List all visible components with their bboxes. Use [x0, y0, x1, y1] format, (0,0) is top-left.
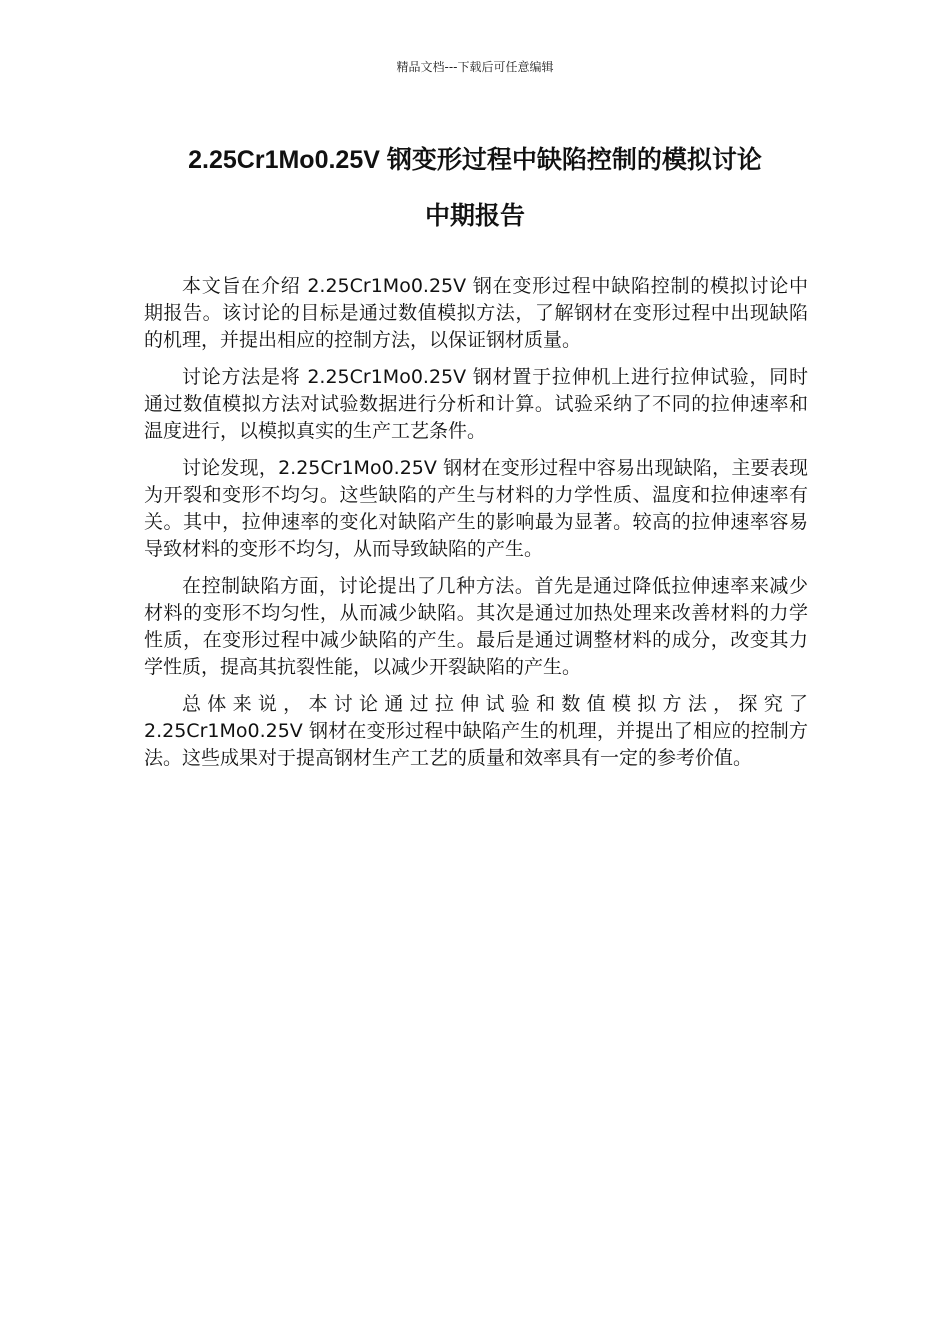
- document-title-line-2: 中期报告: [424, 202, 525, 230]
- document-title-line-1: 2.25Cr1Mo0.25V 钢变形过程中缺陷控制的模拟讨论: [188, 146, 762, 174]
- header-note: 精品文档---下载后可任意编辑: [396, 60, 554, 74]
- paragraph-introduction: 本文旨在介绍 2.25Cr1Mo0.25V 钢在变形过程中缺陷控制的模拟讨论中期报告。该讨论的目标是通过数值模拟方法，了解钢材在变形过程中出现缺陷的机理，并提出相应的控制方法，以保证钢材质量。: [144, 275, 808, 351]
- paragraph-conclusion: 总体来说，本讨论通过拉伸试验和数值模拟方法，探究了 2.25Cr1Mo0.25V 钢材在变形过程中缺陷产生的机理，并提出了相应的控制方法。这些成果对于提高钢材生产工艺的质量和效率具有一定的参考价值。: [144, 693, 808, 769]
- document-body: [144, 273, 808, 782]
- paragraph-findings: 讨论发现，2.25Cr1Mo0.25V 钢材在变形过程中容易出现缺陷，主要表现为开裂和变形不均匀。这些缺陷的产生与材料的力学性质、温度和拉伸速率有关。其中，拉伸速率的变化对缺陷产生的影响最为显著。较高的拉伸速率容易导致材料的变形不均匀，从而导致缺陷的产生。: [144, 457, 808, 560]
- paragraph-control-methods: 在控制缺陷方面，讨论提出了几种方法。首先是通过降低拉伸速率来减少材料的变形不均匀性，从而减少缺陷。其次是通过加热处理来改善材料的力学性质，在变形过程中减少缺陷的产生。最后是通过调整材料的成分，改变其力学性质，提高其抗裂性能，以减少开裂缺陷的产生。: [144, 575, 808, 678]
- paragraph-method: 讨论方法是将 2.25Cr1Mo0.25V 钢材置于拉伸机上进行拉伸试验，同时通过数值模拟方法对试验数据进行分析和计算。试验采纳了不同的拉伸速率和温度进行，以模拟真实的生产工艺条件。: [144, 366, 808, 442]
